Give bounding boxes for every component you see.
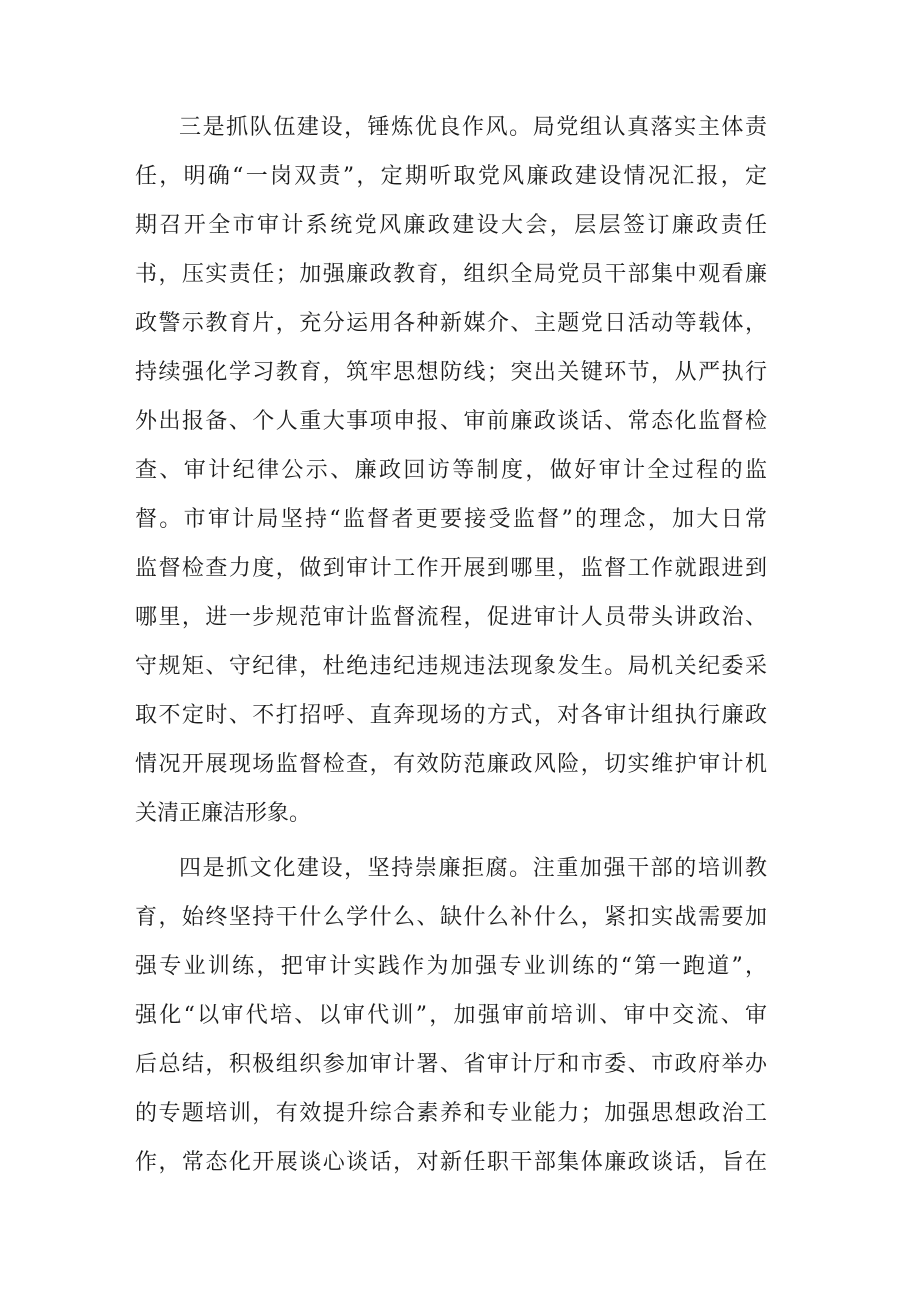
text-line: 期召开全市审计系统党风廉政建设大会，层层签订廉政责任 <box>135 213 767 238</box>
text-line: 后总结，积极组织参加审计署、省审计厅和市委、市政府举办 <box>135 1052 767 1077</box>
text-line: 取不定时、不打招呼、直奔现场的方式，对各审计组执行廉政 <box>135 703 767 728</box>
text-line: 关清正廉洁形象。 <box>135 801 312 826</box>
document-body <box>135 103 767 1193</box>
paragraph-team-building <box>135 103 767 838</box>
text-line: 的专题培训，有效提升综合素养和专业能力；加强思想政治工 <box>135 1101 767 1126</box>
text-line: 作，常态化开展谈心谈话，对新任职干部集体廉政谈话，旨在 <box>135 1150 767 1175</box>
text-line: 哪里，进一步规范审计监督流程，促进审计人员带头讲政治、 <box>135 605 767 630</box>
text-line: 任，明确“一岗双责”，定期听取党风廉政建设情况汇报，定 <box>135 164 767 189</box>
text-line: 督。市审计局坚持“监督者更要接受监督”的理念，加大日常 <box>135 507 767 532</box>
text-line: 外出报备、个人重大事项申报、审前廉政谈话、常态化监督检 <box>135 409 767 434</box>
text-line: 政警示教育片，充分运用各种新媒介、主题党日活动等载体， <box>135 311 767 336</box>
text-line: 书，压实责任；加强廉政教育，组织全局党员干部集中观看廉 <box>135 262 767 287</box>
text-line: 强专业训练，把审计实践作为加强专业训练的“第一跑道”， <box>135 954 767 979</box>
text-line: 育，始终坚持干什么学什么、缺什么补什么，紧扣实战需要加 <box>135 905 767 930</box>
text-line: 强化“以审代培、以审代训”，加强审前培训、审中交流、审 <box>135 1003 767 1028</box>
text-line: 监督检查力度，做到审计工作开展到哪里，监督工作就跟进到 <box>135 556 767 581</box>
text-line: 情况开展现场监督检查，有效防范廉政风险，切实维护审计机 <box>135 752 767 777</box>
text-line: 持续强化学习教育，筑牢思想防线；突出关键环节，从严执行 <box>135 360 767 385</box>
text-line: 守规矩、守纪律，杜绝违纪违规违法现象发生。局机关纪委采 <box>135 654 767 679</box>
text-line: 查、审计纪律公示、廉政回访等制度，做好审计全过程的监 <box>135 458 767 483</box>
text-line: 四是抓文化建设，坚持崇廉拒腐。注重加强干部的培训教 <box>179 856 767 881</box>
text-line: 三是抓队伍建设，锤炼优良作风。局党组认真落实主体责 <box>179 115 767 140</box>
paragraph-culture-building <box>135 844 767 1187</box>
